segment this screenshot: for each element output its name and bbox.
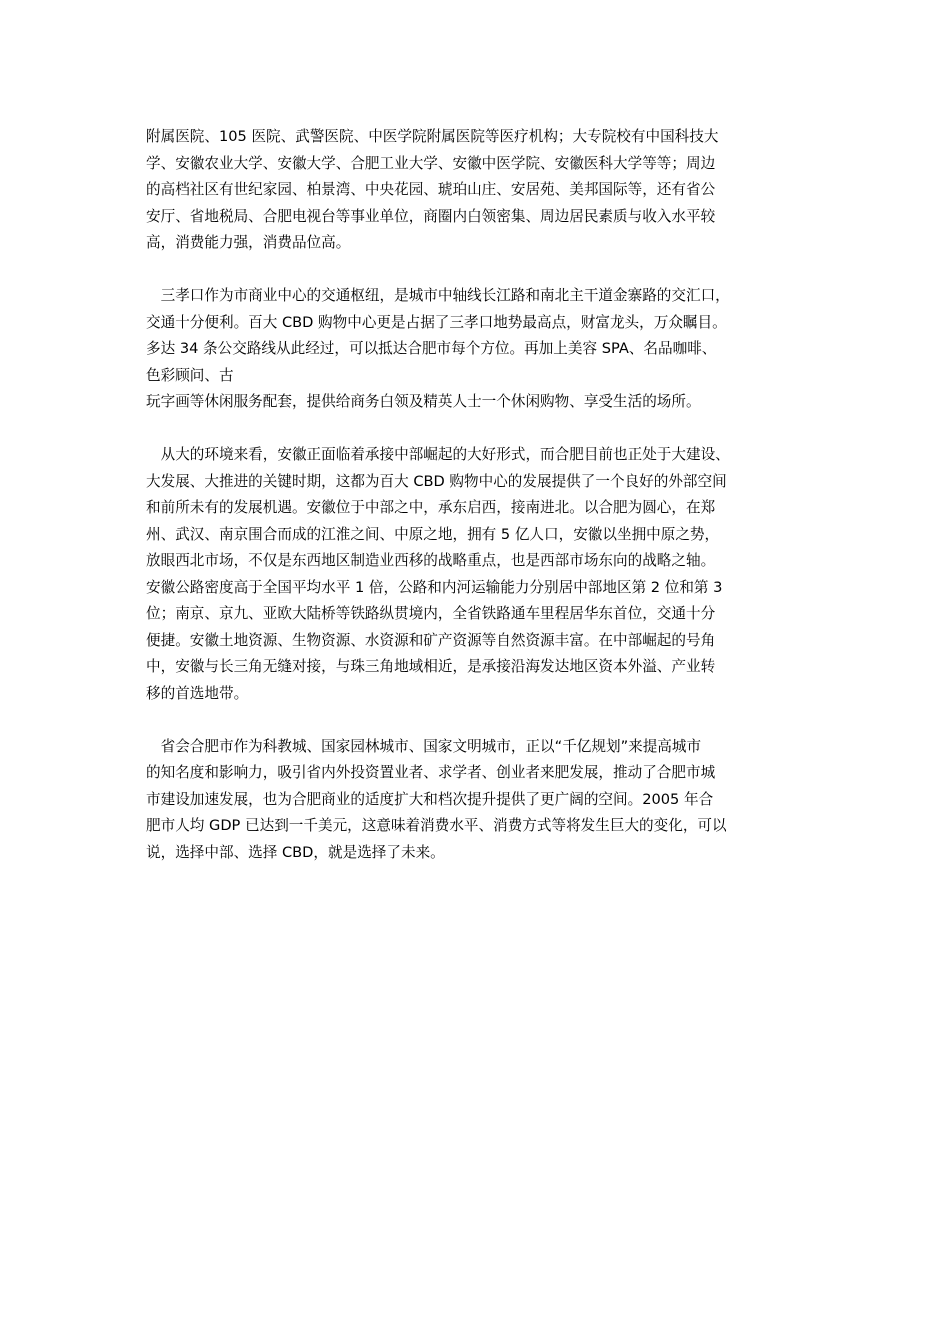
- text-line: 省会合肥市作为科教城、国家园林城市、国家文明城市，正以“千亿规划”来提高城市: [146, 737, 702, 755]
- text-line: 位；南京、京九、亚欧大陆桥等铁路纵贯境内，全省铁路通车里程居华东首位，交通十分: [146, 605, 716, 622]
- text-line: 的高档社区有世纪家园、柏景湾、中央花园、琥珀山庄、安居苑、美邦国际等，还有省公: [146, 181, 716, 198]
- text-line: 的知名度和影响力，吸引省内外投资置业者、求学者、创业者来肥发展，推动了合肥市城: [146, 764, 716, 781]
- paragraph-institutions: [146, 124, 826, 257]
- text-line: 放眼西北市场，不仅是东西地区制造业西移的战略重点，也是西部市场东向的战略之轴。: [146, 552, 716, 569]
- text-line: 说，选择中部、选择 CBD，就是选择了未来。: [146, 843, 445, 861]
- text-line: 色彩顾问、古: [146, 366, 234, 384]
- text-line: 安厅、省地税局、合肥电视台等事业单位，商圈内白领密集、周边居民素质与收入水平较: [146, 207, 716, 225]
- text-line: 交通十分便利。百大 CBD 购物中心更是占据了三孝口地势最高点，财富龙头，万众瞩目。: [146, 313, 727, 331]
- body-text: [146, 124, 826, 893]
- text-line: 从大的环境来看，安徽正面临着承接中部崛起的大好形式，而合肥目前也正处于大建设、: [146, 446, 730, 463]
- text-line: 安徽公路密度高于全国平均水平 1 倍，公路和内河运输能力分别居中部地区第 2 位和第 3: [146, 578, 723, 596]
- paragraph-environment: [146, 442, 826, 707]
- text-line: 多达 34 条公交路线从此经过，可以抵达合肥市每个方位。再加上美容 SPA、名品咖啡、: [146, 340, 717, 357]
- text-line: 三孝口作为市商业中心的交通枢纽，是城市中轴线长江路和南北主干道金寨路的交汇口，: [146, 287, 730, 304]
- paragraph-hefei-future: [146, 734, 826, 867]
- text-line: 便捷。安徽土地资源、生物资源、水资源和矿产资源等自然资源丰富。在中部崛起的号角: [146, 631, 716, 649]
- text-line: 玩字画等休闲服务配套，提供给商务白领及精英人士一个休闲购物、享受生活的场所。: [146, 393, 701, 410]
- text-line: 大发展、大推进的关键时期，这都为百大 CBD 购物中心的发展提供了一个良好的外部空间: [146, 472, 727, 490]
- text-line: 中，安徽与长三角无缝对接，与珠三角地域相近，是承接沿海发达地区资本外溢、产业转: [146, 658, 716, 675]
- text-line: 高，消费能力强，消费品位高。: [146, 234, 351, 251]
- text-line: 附属医院、105 医院、武警医院、中医学院附属医院等医疗机构；大专院校有中国科技大: [146, 128, 719, 145]
- text-line: 市建设加速发展，也为合肥商业的适度扩大和档次提升提供了更广阔的空间。2005 年合: [146, 790, 714, 808]
- text-line: 肥市人均 GDP 已达到一千美元，这意味着消费水平、消费方式等将发生巨大的变化，可以: [146, 817, 727, 834]
- text-line: 学、安徽农业大学、安徽大学、合肥工业大学、安徽中医学院、安徽医科大学等等；周边: [146, 154, 716, 172]
- text-line: 州、武汉、南京围合而成的江淮之间、中原之地，拥有 5 亿人口，安徽以坐拥中原之势，: [146, 525, 720, 543]
- text-line: 和前所未有的发展机遇。安徽位于中部之中，承东启西，接南进北。以合肥为圆心，在郑: [146, 499, 716, 516]
- text-line: 移的首选地带。: [146, 684, 249, 702]
- paragraph-transport-hub: [146, 283, 826, 416]
